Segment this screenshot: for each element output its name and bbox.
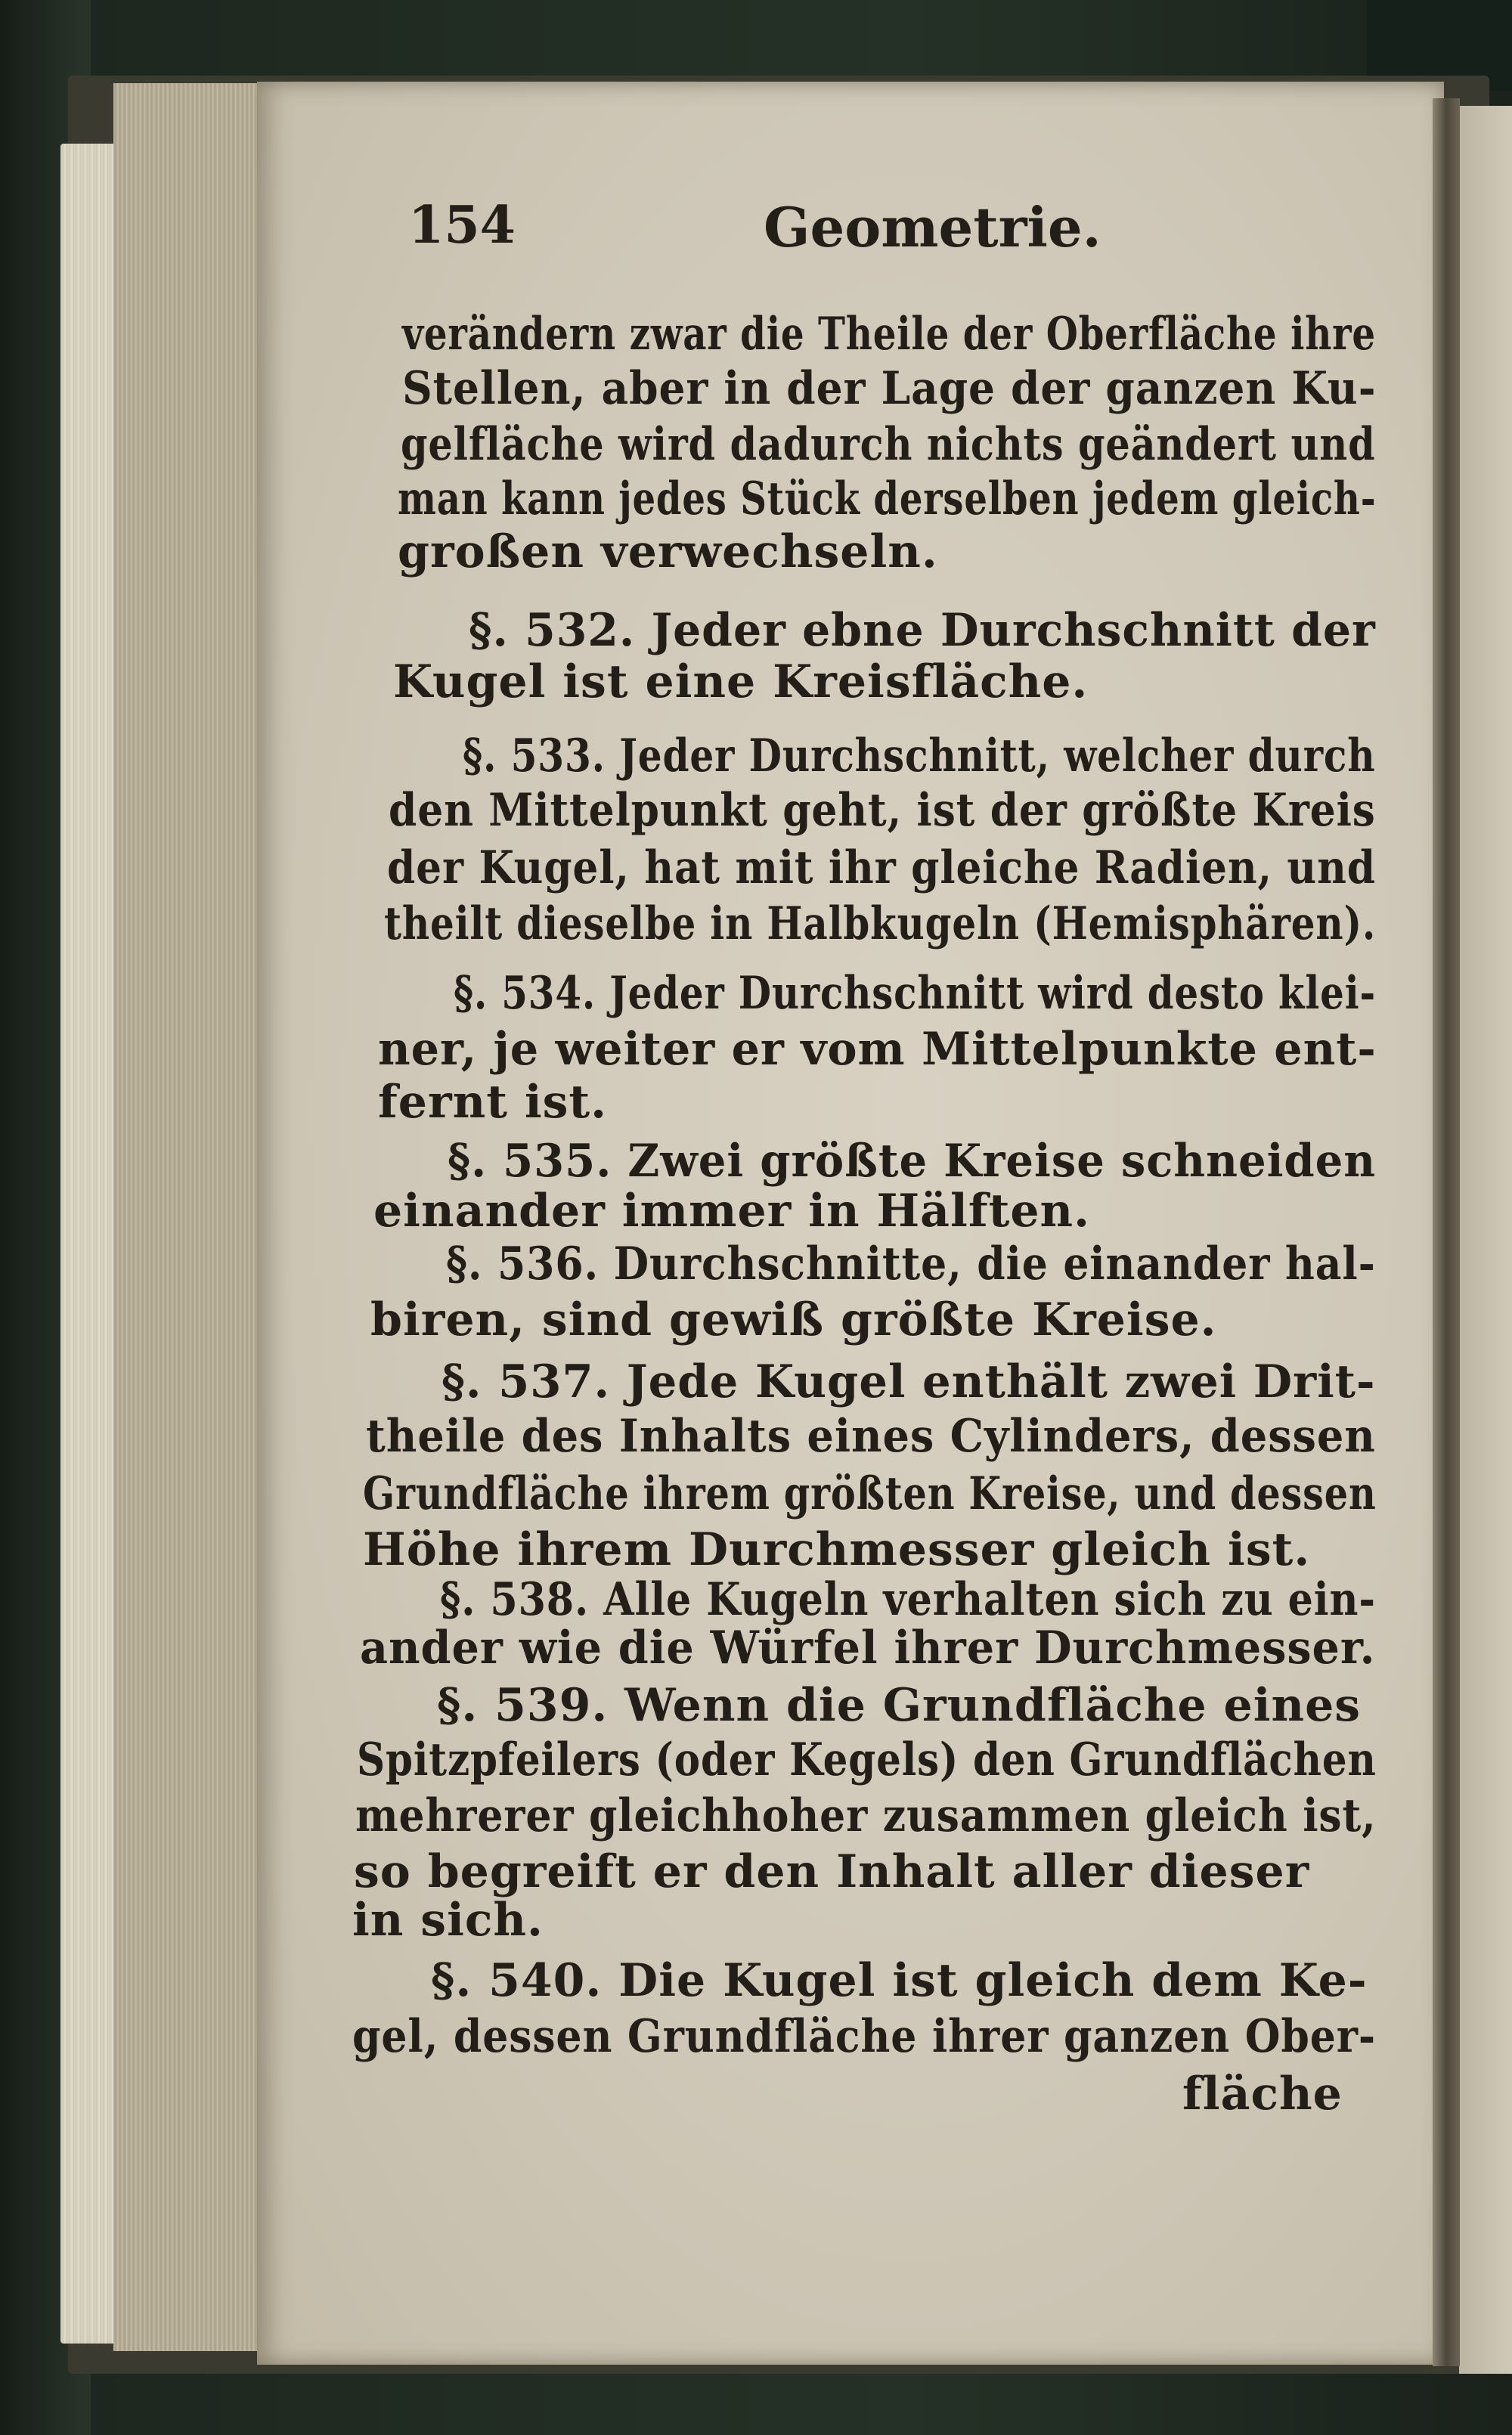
- section-534: §. 534. Jeder Durchschnitt wird desto klei-: [454, 967, 1377, 1020]
- section-540: §. 540. Die Kugel ist gleich dem Ke-: [431, 1954, 1368, 2007]
- text-line: Kugel ist eine Kreisfläche.: [393, 655, 1089, 708]
- text-line: gelfläche wird dadurch nichts geändert und: [401, 418, 1376, 471]
- text-line: ander wie die Würfel ihrer Durchmesser.: [360, 1622, 1376, 1674]
- page-number: 154: [408, 195, 516, 256]
- text-line: fernt ist.: [378, 1076, 607, 1129]
- facing-page: [1459, 106, 1512, 2374]
- text-line: Stellen, aber in der Lage der ganzen Ku-: [402, 362, 1377, 415]
- text-line: Spitzpfeilers (oder Kegels) den Grundflächen: [357, 1733, 1377, 1786]
- section-535: §. 535. Zwei größte Kreise schneiden: [448, 1135, 1377, 1188]
- section-539: §. 539. Wenn die Grundfläche eines: [437, 1679, 1362, 1732]
- section-537: §. 537. Jede Kugel enthält zwei Drit-: [442, 1355, 1376, 1408]
- text-line: verändern zwar die Theile der Oberfläche ihre: [402, 308, 1376, 361]
- running-title: Geometrie.: [764, 195, 1101, 259]
- text-line: einander immer in Hälften.: [373, 1185, 1091, 1238]
- text-line: theilt dieselbe in Halbkugeln (Hemisphären).: [384, 897, 1377, 950]
- section-533: §. 533. Jeder Durchschnitt, welcher durch: [463, 730, 1376, 782]
- book-gutter: [1433, 98, 1460, 2366]
- catchword: fläche: [1182, 2068, 1343, 2121]
- text-line: gel, dessen Grundfläche ihrer ganzen Ober-: [352, 2010, 1377, 2063]
- text-line: ner, je weiter er vom Mittelpunkte ent-: [378, 1023, 1377, 1076]
- text-line: den Mittelpunkt geht, ist der größte Kreis: [389, 784, 1376, 837]
- section-536: §. 536. Durchschnitte, die einander hal-: [446, 1238, 1376, 1290]
- text-line: theile des Inhalts eines Cylinders, dessen: [366, 1410, 1376, 1463]
- section-538: §. 538. Alle Kugeln verhalten sich zu ein-: [440, 1573, 1376, 1626]
- text-line: Grundfläche ihrem größten Kreise, und dessen: [363, 1467, 1377, 1520]
- text-line: der Kugel, hat mit ihr gleiche Radien, und: [387, 841, 1376, 894]
- text-line: man kann jedes Stück derselben jedem gleich-: [398, 472, 1377, 525]
- text-line: Höhe ihrem Durchmesser gleich ist.: [363, 1523, 1311, 1576]
- text-line: großen verwechseln.: [398, 525, 938, 578]
- page-edges-inner: [113, 83, 265, 2351]
- text-line: biren, sind gewiß größte Kreise.: [370, 1293, 1217, 1346]
- text-line: in sich.: [352, 1894, 544, 1947]
- text-line: mehrerer gleichhoher zusammen gleich ist,: [355, 1789, 1377, 1842]
- text-line: so begreift er den Inhalt aller dieser: [354, 1845, 1310, 1898]
- section-532: §. 532. Jeder ebne Durchschnitt der: [469, 604, 1376, 657]
